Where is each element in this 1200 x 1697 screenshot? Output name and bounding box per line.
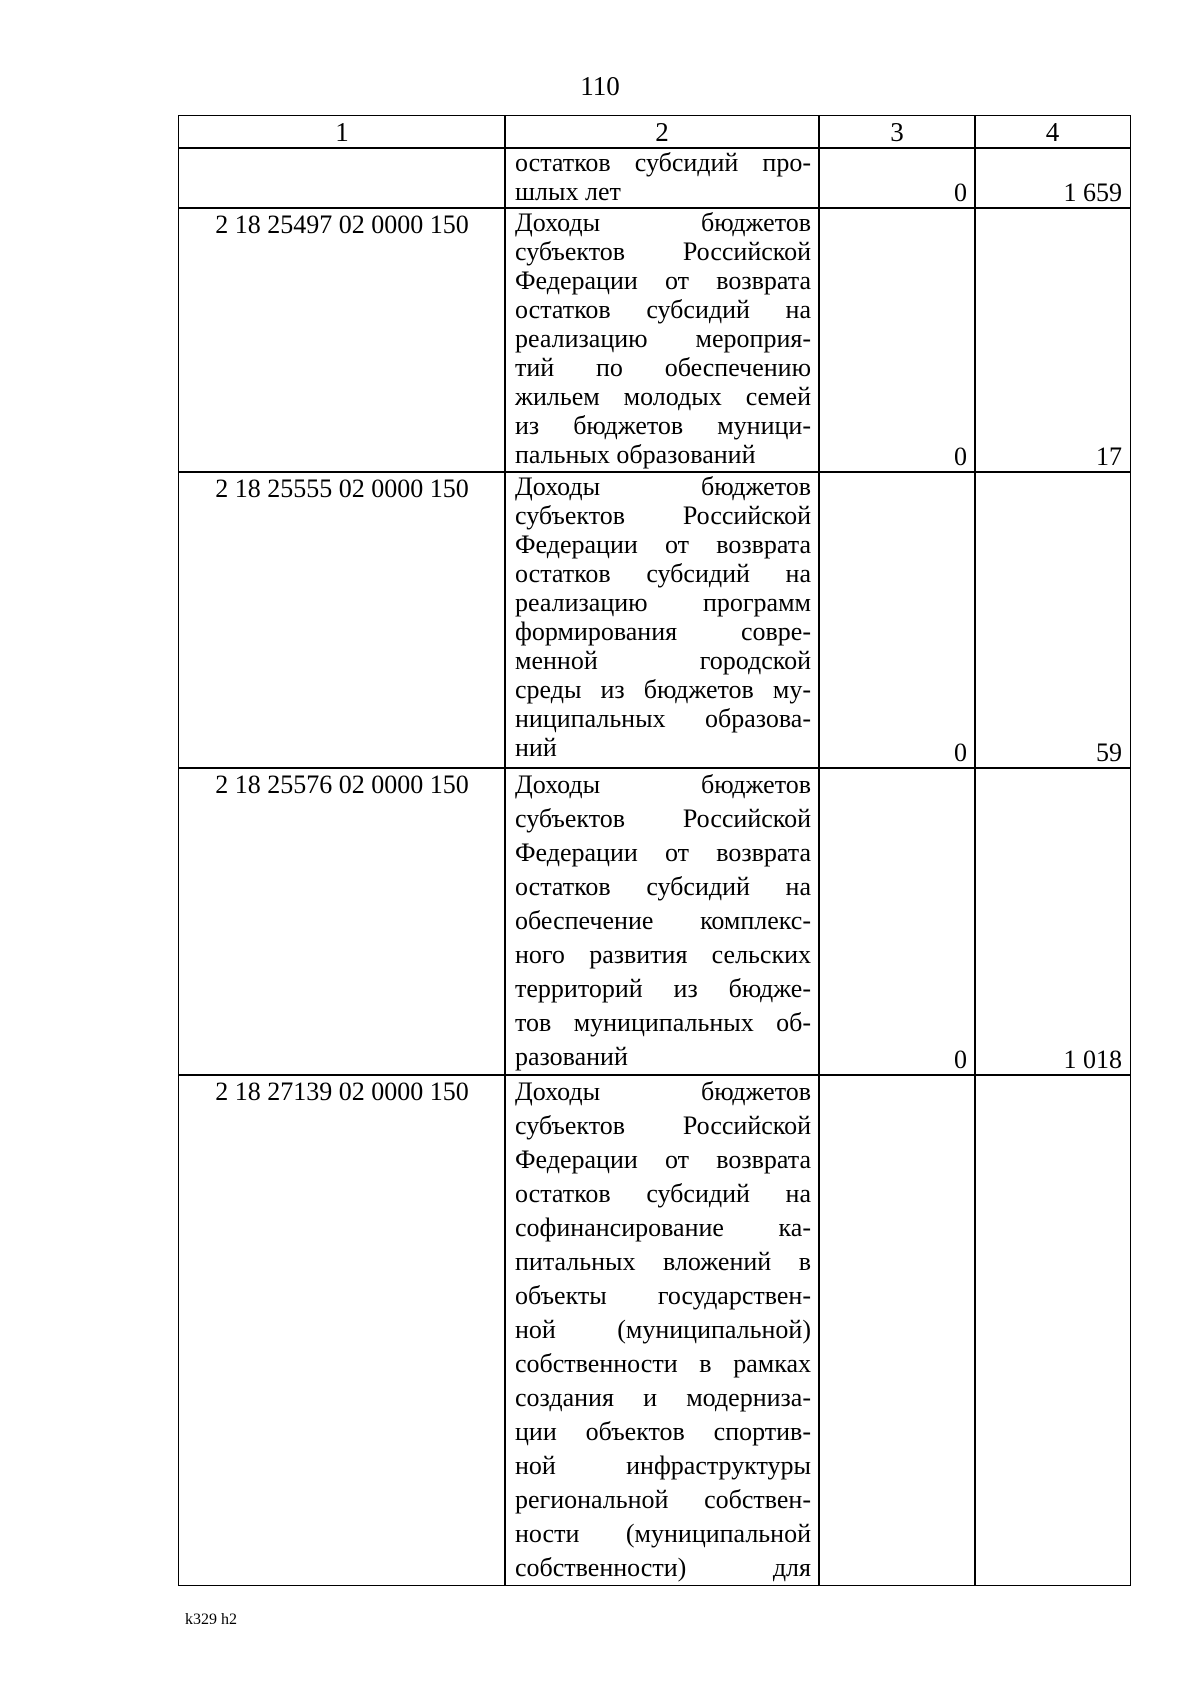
row-col4-value bbox=[974, 207, 1131, 473]
col4-value: 1 018 bbox=[1063, 1045, 1122, 1074]
description-line: территорий из бюдже- bbox=[515, 974, 811, 1003]
row-description bbox=[504, 207, 820, 473]
description-line: ного развития сельских bbox=[515, 940, 811, 969]
description-line: объекты государствен- bbox=[515, 1281, 811, 1310]
description-line: реализацию мероприя- bbox=[515, 324, 811, 353]
description-line: субъектов Российской bbox=[515, 501, 811, 530]
description-line: жильем молодых семей bbox=[515, 382, 811, 411]
row-code: 2 18 25555 02 0000 150 bbox=[178, 471, 506, 769]
row-description bbox=[504, 471, 820, 769]
col3-value: 0 bbox=[954, 738, 967, 767]
description-line: субъектов Российской bbox=[515, 1111, 811, 1140]
description-line: остатков субсидий на bbox=[515, 872, 811, 901]
header-col-4: 4 bbox=[974, 115, 1131, 149]
description-line: из бюджетов муници- bbox=[515, 411, 811, 440]
description-line: региональной собствен- bbox=[515, 1485, 811, 1514]
description-line: остатков субсидий на bbox=[515, 295, 811, 324]
row-col3-value bbox=[818, 471, 976, 769]
col3-value: 0 bbox=[954, 1045, 967, 1074]
description-line: ной инфраструктуры bbox=[515, 1451, 811, 1480]
row-col4-value bbox=[974, 471, 1131, 769]
description-line: субъектов Российской bbox=[515, 804, 811, 833]
description-line: ниципальных образова- bbox=[515, 704, 811, 733]
row-col4-value bbox=[974, 1074, 1131, 1586]
description-line: ности (муниципальной bbox=[515, 1519, 811, 1548]
description-line: Федерации от возврата bbox=[515, 838, 811, 867]
description-line: Доходы бюджетов bbox=[515, 208, 811, 237]
header-col-1: 1 bbox=[178, 115, 506, 149]
row-code: 2 18 25576 02 0000 150 bbox=[178, 767, 506, 1076]
description-line: собственности) для bbox=[515, 1553, 811, 1582]
description-line: пальных образований bbox=[515, 440, 756, 469]
row-description bbox=[504, 1074, 820, 1586]
description-line: остатков субсидий на bbox=[515, 1179, 811, 1208]
row-col3-value bbox=[818, 207, 976, 473]
row-code: 2 18 25497 02 0000 150 bbox=[178, 207, 506, 473]
header-col-2: 2 bbox=[504, 115, 820, 149]
description-line: формирования совре- bbox=[515, 617, 811, 646]
row-code bbox=[178, 147, 506, 209]
description-line: тов муниципальных об- bbox=[515, 1008, 811, 1037]
description-line: ции объектов спортив- bbox=[515, 1417, 811, 1446]
footer-code: k329 h2 bbox=[185, 1611, 237, 1628]
row-col4-value bbox=[974, 147, 1131, 209]
row-code: 2 18 27139 02 0000 150 bbox=[178, 1074, 506, 1586]
description-line: субъектов Российской bbox=[515, 237, 811, 266]
description-line: Федерации от возврата bbox=[515, 266, 811, 295]
row-description bbox=[504, 767, 820, 1076]
col3-value: 0 bbox=[954, 178, 967, 207]
row-col3-value bbox=[818, 1074, 976, 1586]
col4-value: 17 bbox=[1096, 442, 1122, 471]
description-line: шлых лет bbox=[515, 177, 621, 206]
header-col-3: 3 bbox=[818, 115, 976, 149]
row-description bbox=[504, 147, 820, 209]
col3-value: 0 bbox=[954, 442, 967, 471]
row-col4-value bbox=[974, 767, 1131, 1076]
description-line: реализацию программ bbox=[515, 588, 811, 617]
description-line: менной городской bbox=[515, 646, 811, 675]
description-line: тий по обеспечению bbox=[515, 353, 811, 382]
description-line: ной (муниципальной) bbox=[515, 1315, 811, 1344]
description-line: Доходы бюджетов bbox=[515, 472, 811, 501]
description-line: Доходы бюджетов bbox=[515, 770, 811, 799]
row-col3-value bbox=[818, 147, 976, 209]
description-line: питальных вложений в bbox=[515, 1247, 811, 1276]
page-number: 110 bbox=[580, 71, 620, 101]
description-line: Федерации от возврата bbox=[515, 1145, 811, 1174]
description-line: среды из бюджетов му- bbox=[515, 675, 811, 704]
description-line: ний bbox=[515, 733, 557, 762]
col4-value: 59 bbox=[1096, 738, 1122, 767]
row-col3-value bbox=[818, 767, 976, 1076]
description-line: софинансирование ка- bbox=[515, 1213, 811, 1242]
description-line: остатков субсидий про- bbox=[515, 148, 811, 177]
description-line: Федерации от возврата bbox=[515, 530, 811, 559]
description-line: разований bbox=[515, 1042, 628, 1071]
description-line: остатков субсидий на bbox=[515, 559, 811, 588]
description-line: собственности в рамках bbox=[515, 1349, 811, 1378]
col4-value: 1 659 bbox=[1063, 178, 1122, 207]
description-line: обеспечение комплекс- bbox=[515, 906, 811, 935]
description-line: создания и модерниза- bbox=[515, 1383, 811, 1412]
description-line: Доходы бюджетов bbox=[515, 1077, 811, 1106]
